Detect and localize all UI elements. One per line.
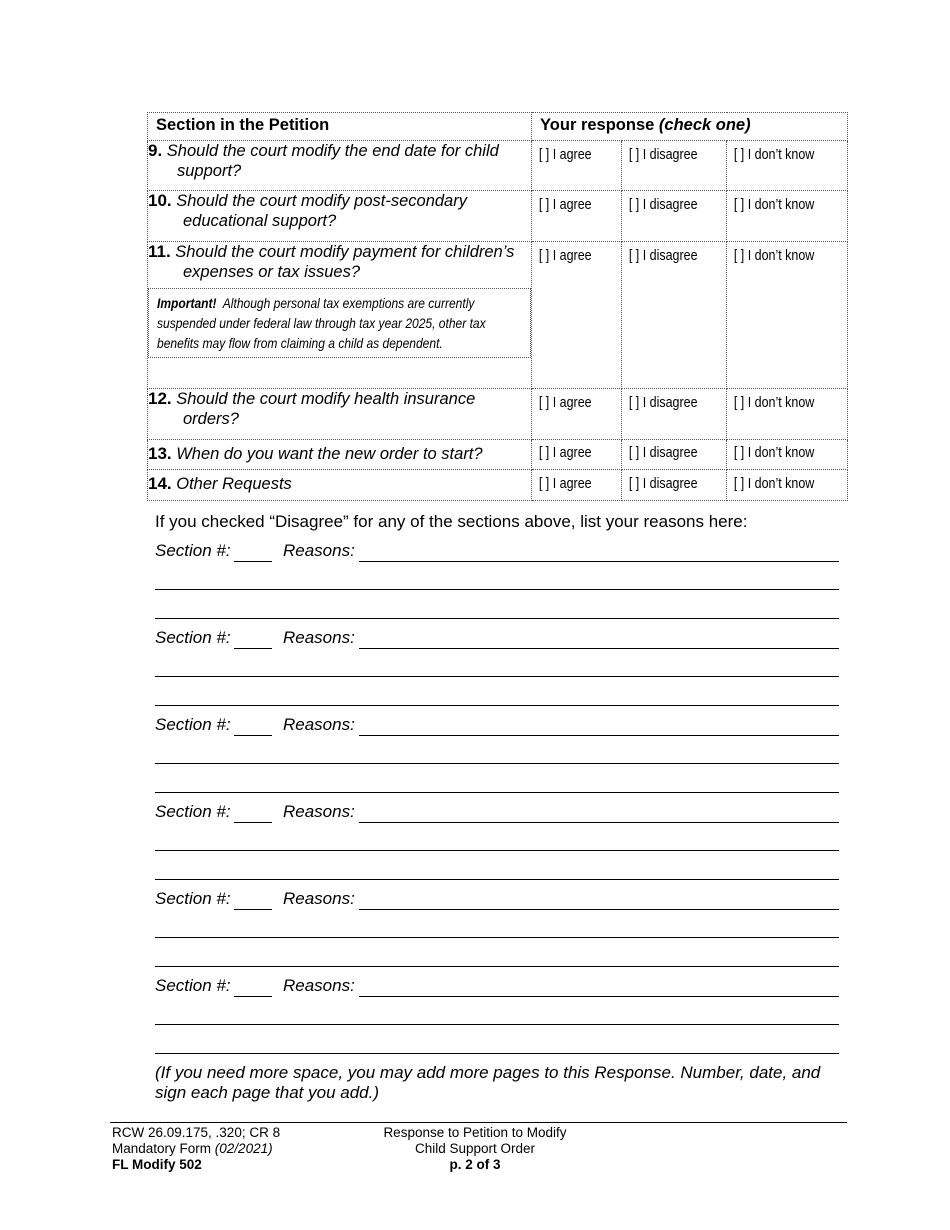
table-row — [148, 141, 848, 191]
question-number: 13. — [148, 444, 172, 463]
reasons-label: Reasons: — [283, 802, 355, 821]
footer-divider — [110, 1122, 847, 1123]
section-number-field[interactable] — [234, 648, 272, 649]
footer-page-number: p. 2 of 3 — [449, 1157, 501, 1172]
question-number: 10. — [148, 191, 172, 210]
section-label: Section #: — [155, 715, 231, 734]
reasons-label: Reasons: — [283, 889, 355, 908]
table-row — [148, 242, 848, 389]
section-label: Section #: — [155, 802, 231, 821]
header-response: Your response (check one) — [532, 113, 848, 141]
question-text: Should the court modify health insurance orders? — [176, 390, 476, 428]
question-number: 12. — [148, 389, 172, 408]
section-number-field[interactable] — [234, 561, 272, 562]
reasons-continuation-line[interactable] — [155, 1024, 839, 1025]
table-header-row — [148, 113, 848, 141]
disagree-checkbox[interactable]: [ ] I disagree — [628, 445, 698, 461]
reasons-label: Reasons: — [283, 976, 355, 995]
section-number-field[interactable] — [234, 996, 272, 997]
question-text: When do you want the new order to start? — [176, 445, 483, 463]
footer-form-date: (02/2021) — [214, 1141, 273, 1156]
reasons-continuation-line[interactable] — [155, 937, 839, 938]
section-number-field[interactable] — [234, 822, 272, 823]
footer-doc-title: Response to Petition to Modify — [383, 1125, 567, 1140]
extra-pages-note: (If you need more space, you may add more pages to this Response. Number, date, and sign each page that you add.) — [155, 1063, 821, 1102]
section-label: Section #: — [155, 889, 231, 908]
agree-checkbox[interactable]: [ ] I agree — [538, 147, 592, 163]
reasons-continuation-line[interactable] — [155, 879, 839, 880]
section-label: Section #: — [155, 541, 231, 560]
reasons-continuation-line[interactable] — [155, 850, 839, 851]
table-row — [148, 470, 848, 501]
disagree-checkbox[interactable]: [ ] I disagree — [628, 395, 698, 411]
section-number-field[interactable] — [234, 909, 272, 910]
reasons-continuation-line[interactable] — [155, 792, 839, 793]
reasons-continuation-line[interactable] — [155, 618, 839, 619]
question-text: Should the court modify payment for children’s expenses or tax issues? — [175, 243, 515, 281]
reasons-continuation-line[interactable] — [155, 705, 839, 706]
agree-checkbox[interactable]: [ ] I agree — [538, 197, 592, 213]
footer-statute: RCW 26.09.175, .320; CR 8 — [112, 1125, 281, 1140]
question-text: Other Requests — [176, 475, 292, 493]
agree-checkbox[interactable]: [ ] I agree — [538, 248, 592, 264]
reasons-field[interactable] — [359, 561, 839, 562]
disagree-checkbox[interactable]: [ ] I disagree — [628, 248, 698, 264]
dont-know-checkbox[interactable]: [ ] I don’t know — [733, 248, 815, 264]
petition-response-table — [147, 112, 848, 501]
reasons-label: Reasons: — [283, 715, 355, 734]
dont-know-checkbox[interactable]: [ ] I don’t know — [733, 445, 815, 461]
question-text: Should the court modify post-secondary educational support? — [176, 192, 467, 230]
header-section: Section in the Petition — [148, 113, 532, 141]
reasons-continuation-line[interactable] — [155, 763, 839, 764]
important-text: Although personal tax exemptions are currently suspended under federal law through tax year 2025, other tax benefits may flow from claiming a child as dependent. — [157, 295, 486, 351]
dont-know-checkbox[interactable]: [ ] I don’t know — [733, 147, 815, 163]
reasons-continuation-line[interactable] — [155, 1053, 839, 1054]
reasons-field[interactable] — [359, 735, 839, 736]
reasons-field[interactable] — [359, 822, 839, 823]
reasons-continuation-line[interactable] — [155, 589, 839, 590]
agree-checkbox[interactable]: [ ] I agree — [538, 445, 592, 461]
footer-left — [112, 1125, 280, 1173]
reasons-continuation-line[interactable] — [155, 676, 839, 677]
dont-know-checkbox[interactable]: [ ] I don’t know — [733, 197, 815, 213]
reasons-continuation-line[interactable] — [155, 966, 839, 967]
agree-checkbox[interactable]: [ ] I agree — [538, 395, 592, 411]
section-label: Section #: — [155, 976, 231, 995]
important-label: Important! — [157, 295, 217, 311]
reasons-field[interactable] — [359, 648, 839, 649]
disagree-checkbox[interactable]: [ ] I disagree — [628, 476, 698, 492]
section-label: Section #: — [155, 628, 231, 647]
reasons-label: Reasons: — [283, 628, 355, 647]
important-note-box — [148, 288, 531, 358]
reasons-label: Reasons: — [283, 541, 355, 560]
footer-center — [370, 1125, 580, 1173]
disagree-checkbox[interactable]: [ ] I disagree — [628, 197, 698, 213]
disagree-checkbox[interactable]: [ ] I disagree — [628, 147, 698, 163]
reasons-field[interactable] — [359, 909, 839, 910]
dont-know-checkbox[interactable]: [ ] I don’t know — [733, 476, 815, 492]
footer-form-type: Mandatory Form — [112, 1141, 212, 1156]
dont-know-checkbox[interactable]: [ ] I don’t know — [733, 395, 815, 411]
footer-form-id: FL Modify 502 — [112, 1157, 202, 1172]
reasons-intro: If you checked “Disagree” for any of the sections above, list your reasons here: — [155, 512, 748, 531]
question-text: Should the court modify the end date for child support? — [166, 142, 499, 180]
agree-checkbox[interactable]: [ ] I agree — [538, 476, 592, 492]
question-number: 11. — [148, 242, 171, 261]
question-number: 14. — [148, 474, 172, 493]
table-row — [148, 389, 848, 440]
question-number: 9. — [148, 141, 163, 160]
footer-doc-subtitle: Child Support Order — [414, 1141, 536, 1156]
reasons-field[interactable] — [359, 996, 839, 997]
table-row — [148, 440, 848, 470]
section-number-field[interactable] — [234, 735, 272, 736]
table-row — [148, 191, 848, 242]
